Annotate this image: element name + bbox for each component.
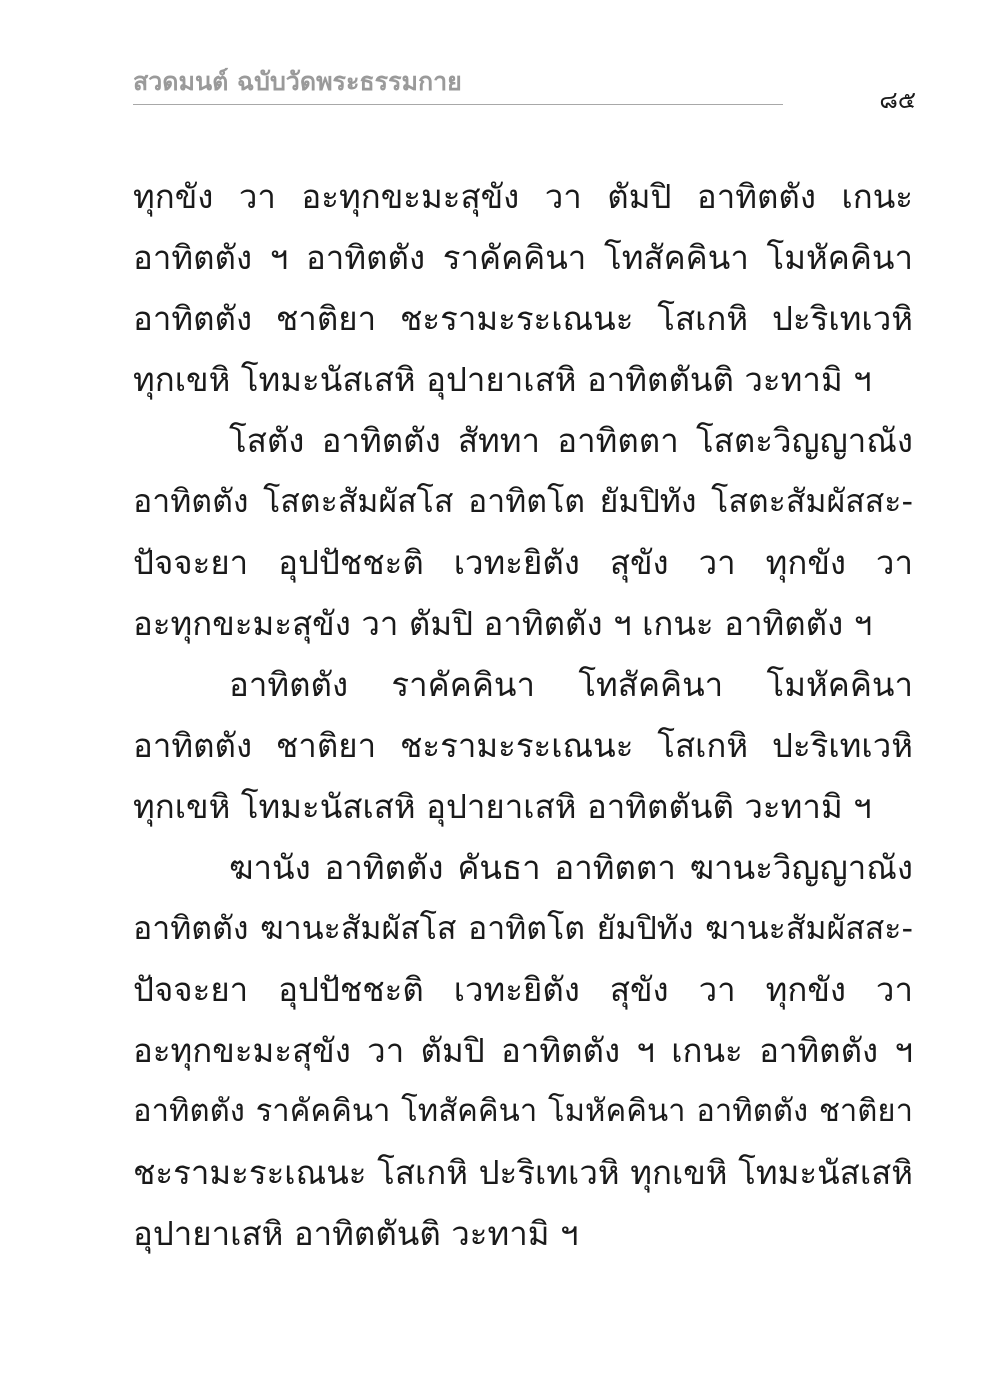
text-line: อาทิตตัง ราคัคคินา โทสัคคินา โมหัคคินา อาทิตตัง ชาติยา [133,1093,913,1129]
header-divider [133,104,783,105]
text-line: ปัจจะยา อุปปัชชะติ เวทะยิตัง สุขัง วา ทุกขัง วา [133,970,913,1009]
text-line: อาทิตตัง โสตะสัมผัสโส อาทิตโต ยัมปิทัง โสตะสัมผัสสะ- [133,482,913,520]
text-line: อะทุกขะมะสุขัง วา ตัมปิ อาทิตตัง ฯ เกนะ อาทิตตัง ฯ [133,1031,913,1070]
text-line: อาทิตตัง ชาติยา ชะรามะระเณนะ โสเกหิ ปะริเทเวหิ [133,299,913,338]
text-line: อาทิตตัง ฆานะสัมผัสโส อาทิตโต ยัมปิทัง ฆานะสัมผัสสะ- [133,909,913,947]
text-line: ปัจจะยา อุปปัชชะติ เวทะยิตัง สุขัง วา ทุกขัง วา [133,543,913,582]
text-line: อาทิตตัง ชาติยา ชะรามะระเณนะ โสเกหิ ปะริเทเวหิ [133,726,913,765]
chant-text-body [133,166,913,1264]
text-line: ฆานัง อาทิตตัง คันธา อาทิตตา ฆานะวิญญาณัง [229,848,913,887]
text-line: อะทุกขะมะสุขัง วา ตัมปิ อาทิตตัง ฯ เกนะ อาทิตตัง ฯ [133,604,873,643]
text-line: โสตัง อาทิตตัง สัททา อาทิตตา โสตะวิญญาณัง [229,421,913,460]
text-line: ทุกเขหิ โทมะนัสเสหิ อุปายาเสหิ อาทิตตันติ วะทามิ ฯ [133,787,872,826]
running-head-title: สวดมนต์ ฉบับวัดพระธรรมกาย [133,67,462,96]
text-line: อาทิตตัง ราคัคคินา โทสัคคินา โมหัคคินา [229,665,913,704]
text-line: อาทิตตัง ฯ อาทิตตัง ราคัคคินา โทสัคคินา โมหัคคินา [133,238,913,277]
text-line: ทุกเขหิ โทมะนัสเสหิ อุปายาเสหิ อาทิตตันติ วะทามิ ฯ [133,360,872,399]
text-line: ทุกขัง วา อะทุกขะมะสุขัง วา ตัมปิ อาทิตตัง เกนะ [133,177,913,216]
text-line: อุปายาเสหิ อาทิตตันติ วะทามิ ฯ [133,1214,579,1253]
text-line: ชะรามะระเณนะ โสเกหิ ปะริเทเวหิ ทุกเขหิ โทมะนัสเสหิ [133,1153,913,1192]
page-number: ๘๕ [879,86,916,114]
